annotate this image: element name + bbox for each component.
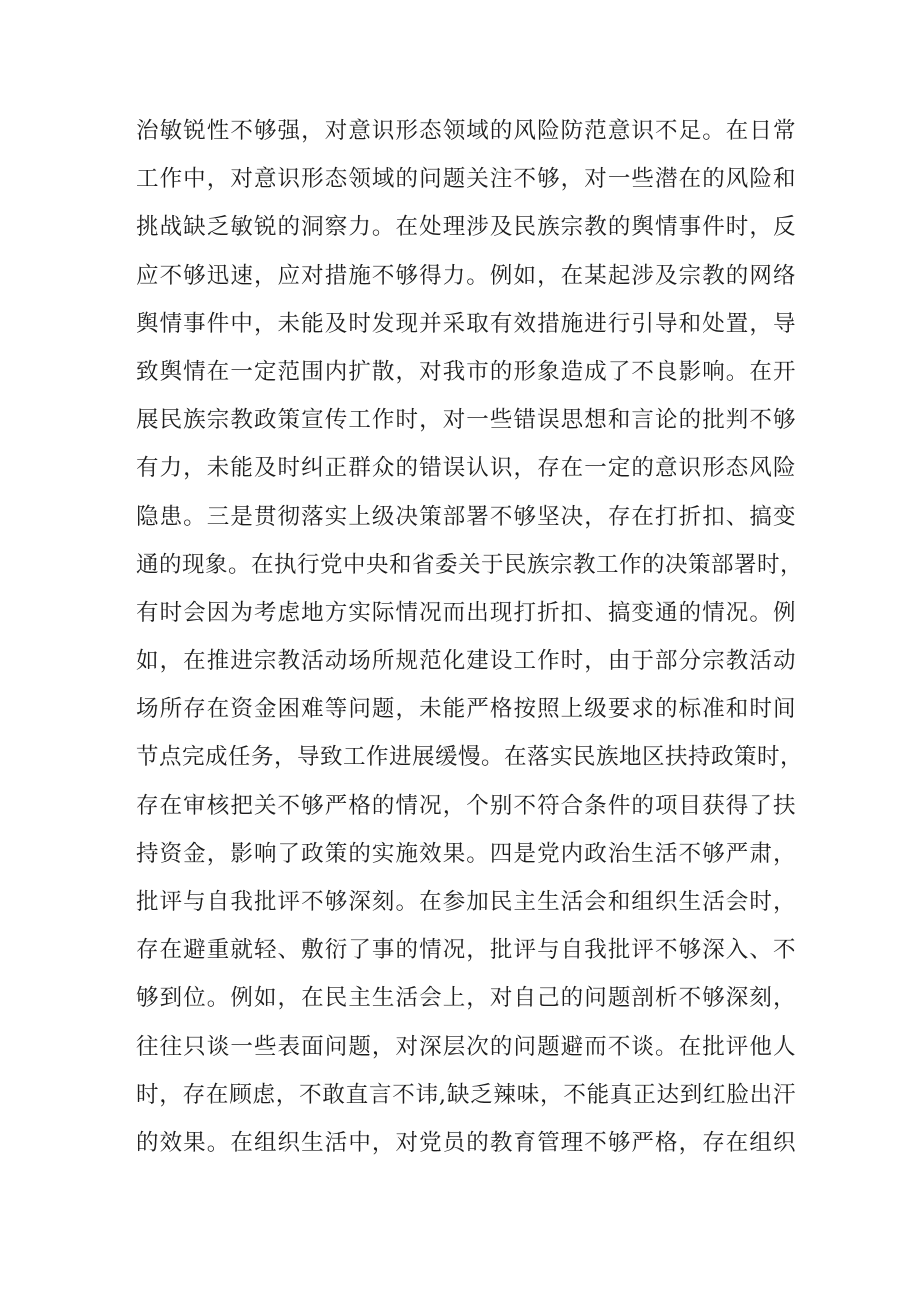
text-line: 挑战缺乏敏锐的洞察力。在处理涉及民族宗教的舆情事件时，反 <box>136 214 796 241</box>
text-line: 治敏锐性不够强，对意识形态领域的风险防范意识不足。在日常 <box>136 118 796 144</box>
text-line: 致舆情在一定范围内扩散，对我市的形象造成了不良影响。在开 <box>136 358 796 385</box>
text-line: 应不够迅速，应对措施不够得力。例如，在某起涉及宗教的网络 <box>136 262 796 289</box>
text-line: 如，在推进宗教活动场所规范化建设工作时，由于部分宗教活动 <box>136 648 796 675</box>
text-line: 持资金，影响了政策的实施效果。四是党内政治生活不够严肃， <box>136 840 796 867</box>
body-paragraph <box>136 107 804 1167</box>
text-line: 舆情事件中，未能及时发现并采取有效措施进行引导和处置，导 <box>136 310 796 337</box>
text-line: 展民族宗教政策宣传工作时，对一些错误思想和言论的批判不够 <box>136 407 796 434</box>
text-line: 节点完成任务，导致工作进展缓慢。在落实民族地区扶持政策时， <box>136 744 804 771</box>
text-line: 存在避重就轻、敷衍了事的情况，批评与自我批评不够深入、不 <box>136 937 796 964</box>
text-line: 工作中，对意识形态领域的问题关注不够，对一些潜在的风险和 <box>136 166 796 193</box>
text-line: 时，存在顾虑，不敢直言不讳,缺乏辣味，不能真正达到红脸出汗 <box>136 1081 796 1108</box>
text-line: 够到位。例如，在民主生活会上，对自己的问题剖析不够深刻， <box>136 985 796 1012</box>
text-line: 场所存在资金困难等问题，未能严格按照上级要求的标准和时间 <box>136 696 796 723</box>
text-line: 隐患。三是贯彻落实上级决策部署不够坚决，存在打折扣、搞变 <box>136 503 796 530</box>
text-line: 的效果。在组织生活中，对党员的教育管理不够严格，存在组织 <box>136 1129 796 1156</box>
text-line: 存在审核把关不够严格的情况，个别不符合条件的项目获得了扶 <box>136 792 796 819</box>
text-line: 通的现象。在执行党中央和省委关于民族宗教工作的决策部署时， <box>136 551 804 578</box>
text-line: 批评与自我批评不够深刻。在参加民主生活会和组织生活会时， <box>136 889 796 915</box>
text-line: 有时会因为考虑地方实际情况而出现打折扣、搞变通的情况。例 <box>136 599 796 626</box>
text-line: 有力，未能及时纠正群众的错误认识，存在一定的意识形态风险 <box>136 455 796 482</box>
text-line: 往往只谈一些表面问题，对深层次的问题避而不谈。在批评他人 <box>136 1033 796 1060</box>
